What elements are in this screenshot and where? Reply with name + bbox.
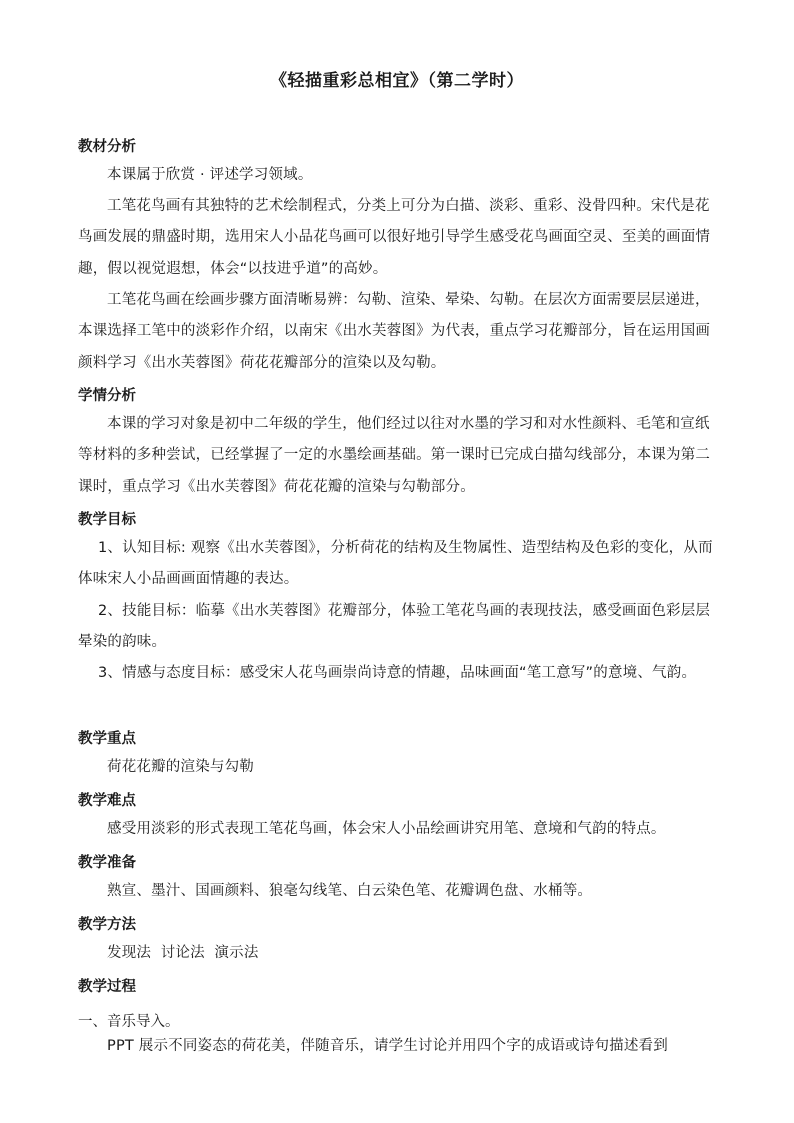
section-heading-preparation: 教学准备 bbox=[78, 855, 136, 871]
section-heading-textbook-analysis: 教材分析 bbox=[78, 139, 136, 155]
paragraph: 2、技能目标：临摹《出水芙蓉图》花瓣部分，体验工笔花鸟画的表现技法，感受画面色彩层层晕染的韵味。 bbox=[78, 603, 711, 651]
paragraph: 1、认知目标: 观察《出水芙蓉图》，分析荷花的结构及生物属性、造型结构及色彩的变化，从而体味宋人小品画画面情趣的表达。 bbox=[78, 540, 713, 588]
paragraph: 工笔花鸟画在绘画步骤方面清晰易辨：勾勒、渲染、晕染、勾勒。在层次方面需要层层递进，本课选择工笔中的淡彩作介绍，以南宋《出水芙蓉图》为代表，重点学习花瓣部分，旨在运用国画颜料学习《出水芙蓉图》荷花花瓣部分的渲染以及勾勒。 bbox=[78, 292, 711, 371]
section-heading-key-points: 教学重点 bbox=[78, 731, 136, 747]
document-title: 《轻描重彩总相宜》（第二学时） bbox=[270, 71, 524, 91]
section-heading-difficult-points: 教学难点 bbox=[78, 793, 136, 809]
paragraph: 工笔花鸟画有其独特的艺术绘制程式，分类上可分为白描、淡彩、重彩、没骨四种。宋代是花鸟画发展的鼎盛时期，选用宋人小品花鸟画可以很好地引导学生感受花鸟画面空灵、至美的画面情趣，假以视觉遐想，体会“以技进乎道”的高妙。 bbox=[78, 198, 711, 277]
section-heading-process: 教学过程 bbox=[78, 979, 136, 995]
paragraph: 本课属于欣赏 · 评述学习领域。 bbox=[107, 167, 313, 183]
paragraph: 荷花花瓣的渲染与勾勒 bbox=[107, 759, 254, 775]
paragraph: 本课的学习对象是初中二年级的学生，他们经过以往对水墨的学习和对水性颜料、毛笔和宣纸等材料的多种尝试，已经掌握了一定的水墨绘画基础。第一课时已完成白描勾线部分，本课为第二课时，重点学习《出水芙蓉图》荷花花瓣的渲染与勾勒部分。 bbox=[78, 416, 711, 495]
section-heading-student-analysis: 学情分析 bbox=[78, 388, 136, 404]
paragraph: 发现法 讨论法 演示法 bbox=[107, 945, 259, 961]
paragraph: PPT 展示不同姿态的荷花美，伴随音乐，请学生讨论并用四个字的成语或诗句描述看到 bbox=[107, 1038, 668, 1054]
section-heading-teaching-objectives: 教学目标 bbox=[78, 512, 136, 528]
process-step-heading: 一、音乐导入。 bbox=[78, 1014, 180, 1030]
paragraph: 3、情感与态度目标：感受宋人花鸟画崇尚诗意的情趣，品味画面“笔工意写”的意境、气韵。 bbox=[98, 665, 697, 681]
paragraph: 感受用淡彩的形式表现工笔花鸟画，体会宋人小品绘画讲究用笔、意境和气韵的特点。 bbox=[107, 821, 666, 837]
section-heading-methods: 教学方法 bbox=[78, 917, 136, 933]
paragraph: 熟宣、墨汁、国画颜料、狼毫勾线笔、白云染色笔、花瓣调色盘、水桶等。 bbox=[107, 883, 593, 899]
